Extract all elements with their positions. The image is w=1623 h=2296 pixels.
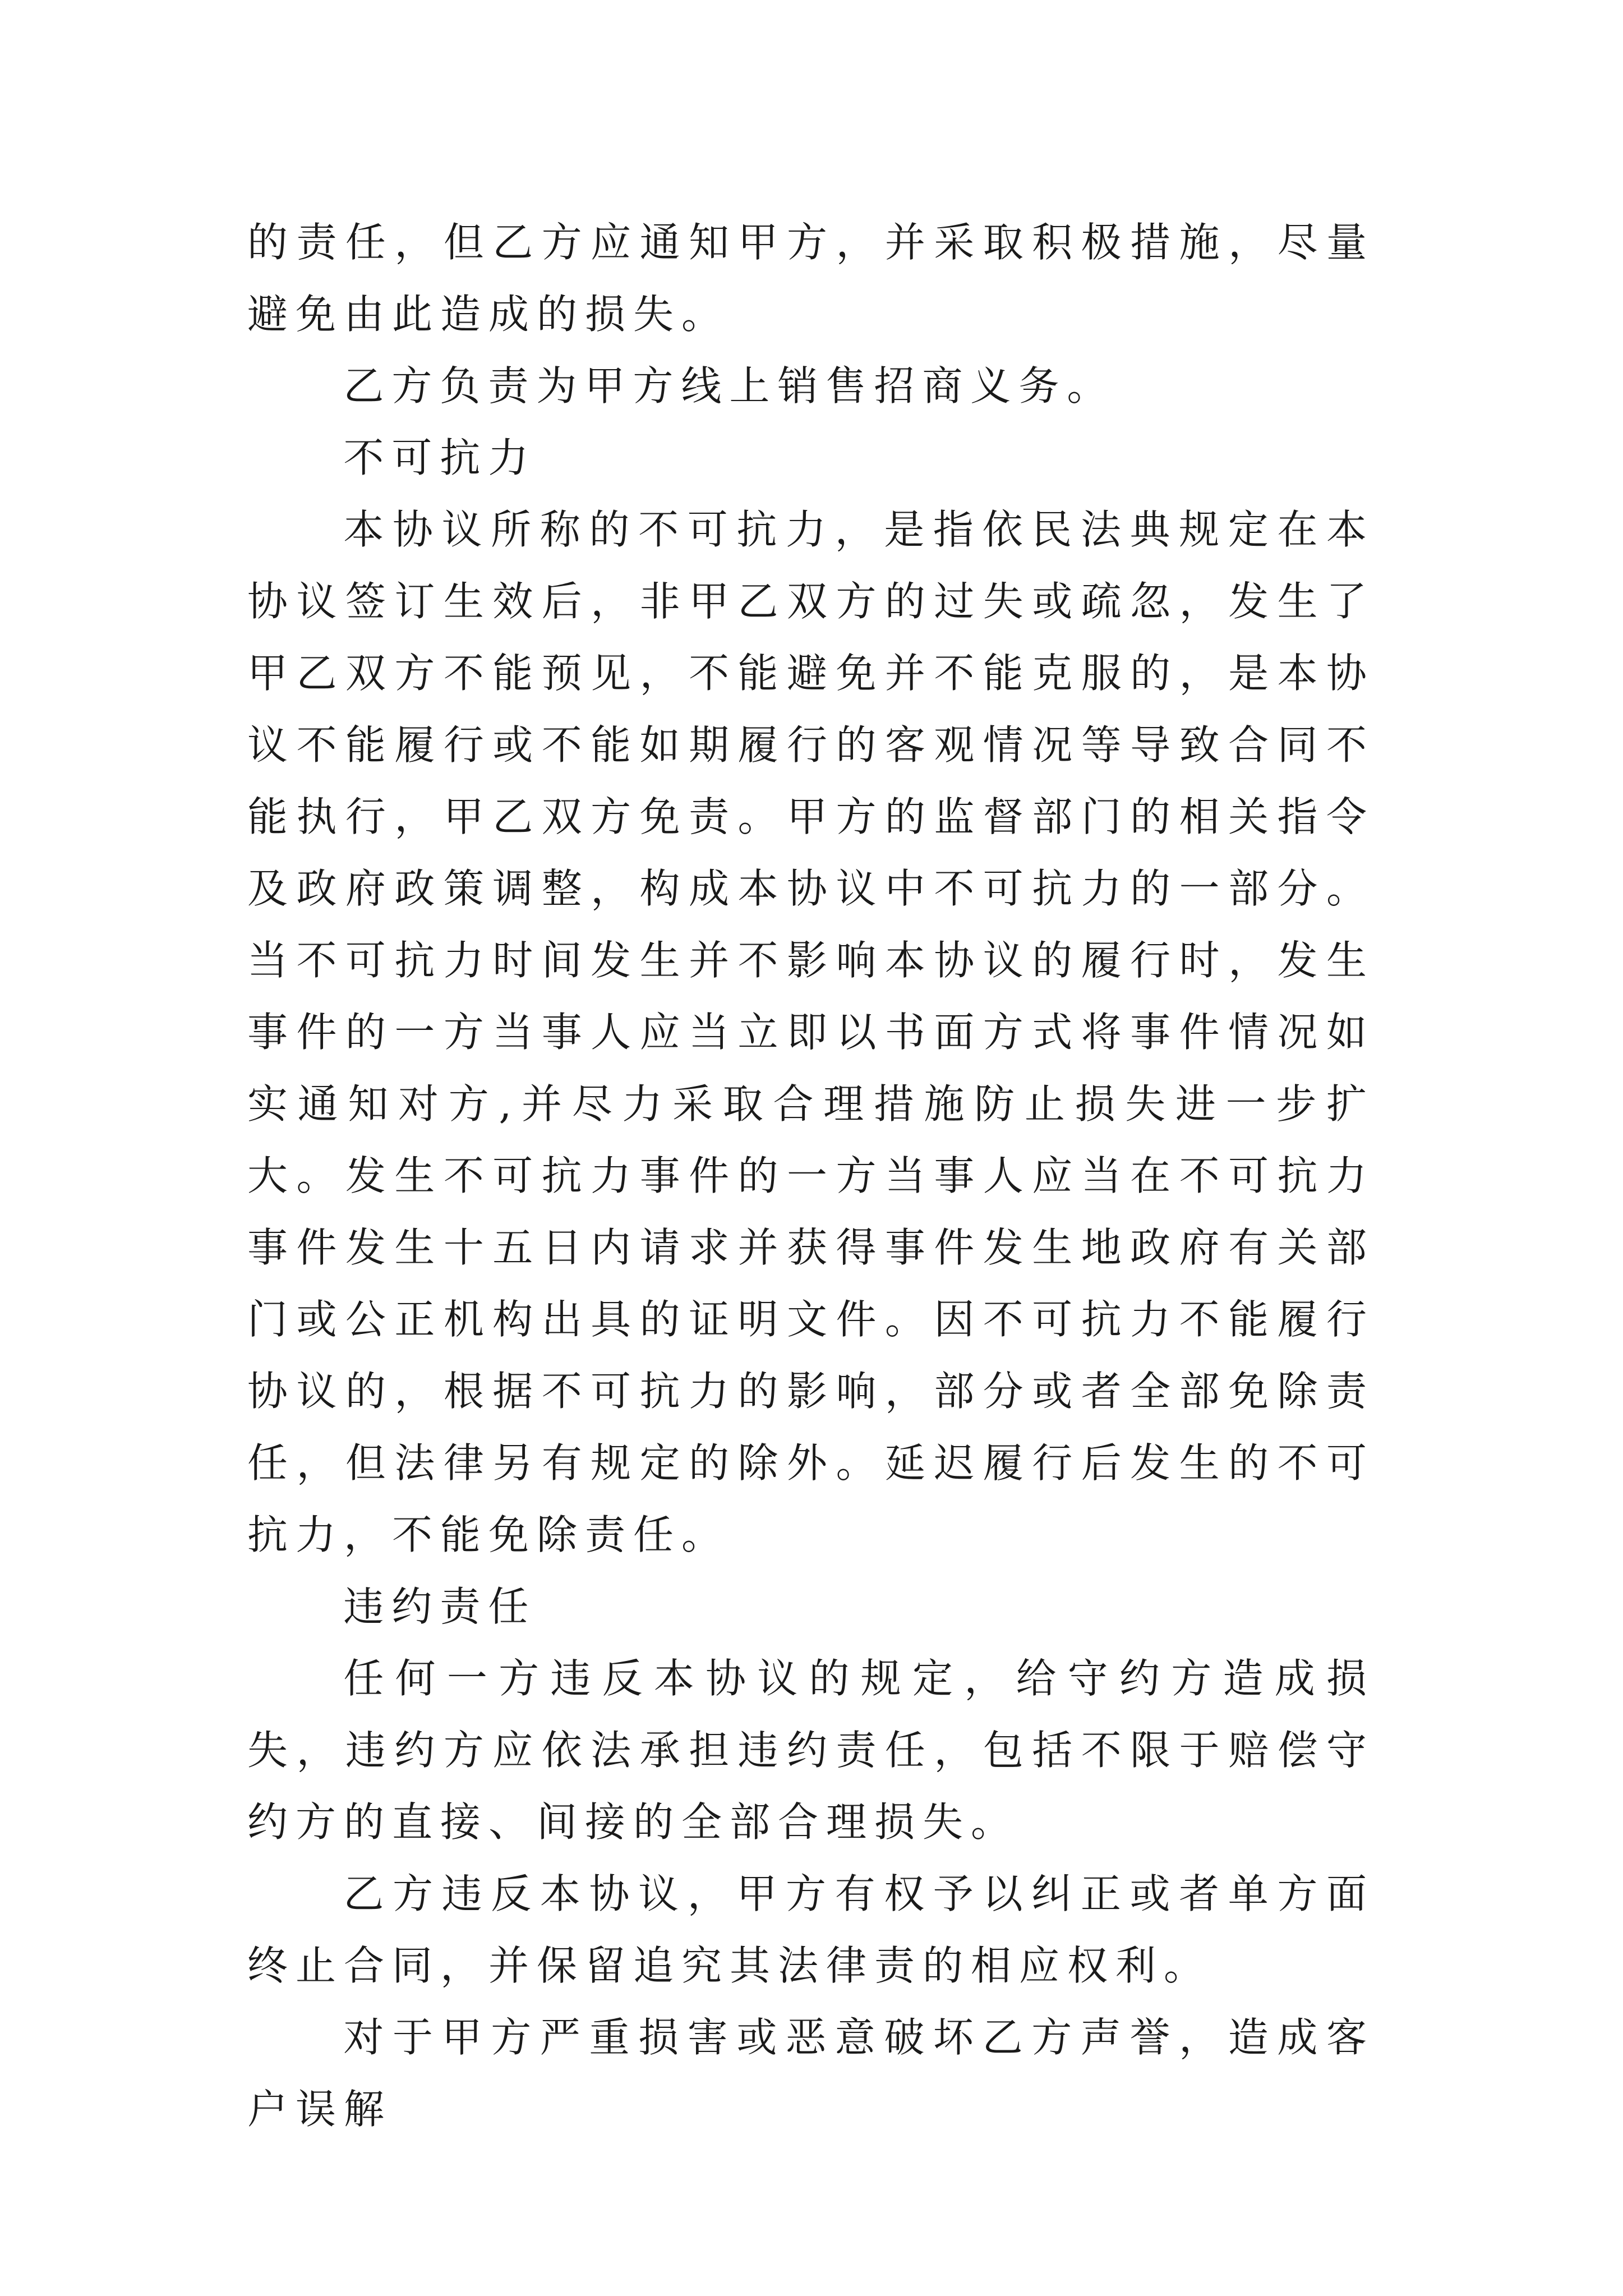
paragraph-breach-general: 任何一方违反本协议的规定，给守约方造成损失，违约方应依法承担违约责任，包括不限于赔偿守约方的直接、间接的全部合理损失。 xyxy=(247,1655,1375,1846)
paragraph-breach-party-b: 乙方违反本协议，甲方有权予以纠正或者单方面终止合同，并保留追究其法律责的相应权利。 xyxy=(247,1870,1375,1989)
paragraph-breach-party-a: 对于甲方严重损害或恶意破坏乙方声誉，造成客户误解 xyxy=(247,2014,1375,2133)
heading-force-majeure: 不可抗力 xyxy=(343,434,537,481)
heading-breach-liability: 违约责任 xyxy=(343,1583,537,1630)
paragraph-party-b-duty: 乙方负责为甲方线上销售招商义务。 xyxy=(343,362,1115,409)
paragraph-liability-continued: 的责任，但乙方应通知甲方，并采取积极措施，尽量避免由此造成的损失。 xyxy=(247,219,1375,338)
paragraph-force-majeure: 本协议所称的不可抗力，是指依民法典规定在本协议签订生效后，非甲乙双方的过失或疏忽，发生了甲乙双方不能预见，不能避免并不能克服的，是本协议不能履行或不能如期履行的客观情况等导致合同不能执行，甲乙双方免责。甲方的监督部门的相关指令及政府政策调整，构成本协议中不可抗力的一部分。当不可抗力时间发生并不影响本协议的履行时，发生事件的一方当事人应当立即以书面方式将事件情况如实通知对方,并尽力采取合理措施防止损失进一步扩大。发生不可抗力事件的一方当事人应当在不可抗力事件发生十五日内请求并获得事件发生地政府有关部门或公正机构出具的证明文件。因不可抗力不能履行协议的，根据不可抗力的影响，部分或者全部免除责任，但法律另有规定的除外。延迟履行后发生的不可抗力，不能免除责任。 xyxy=(247,506,1375,1558)
document-body xyxy=(247,206,1375,2145)
